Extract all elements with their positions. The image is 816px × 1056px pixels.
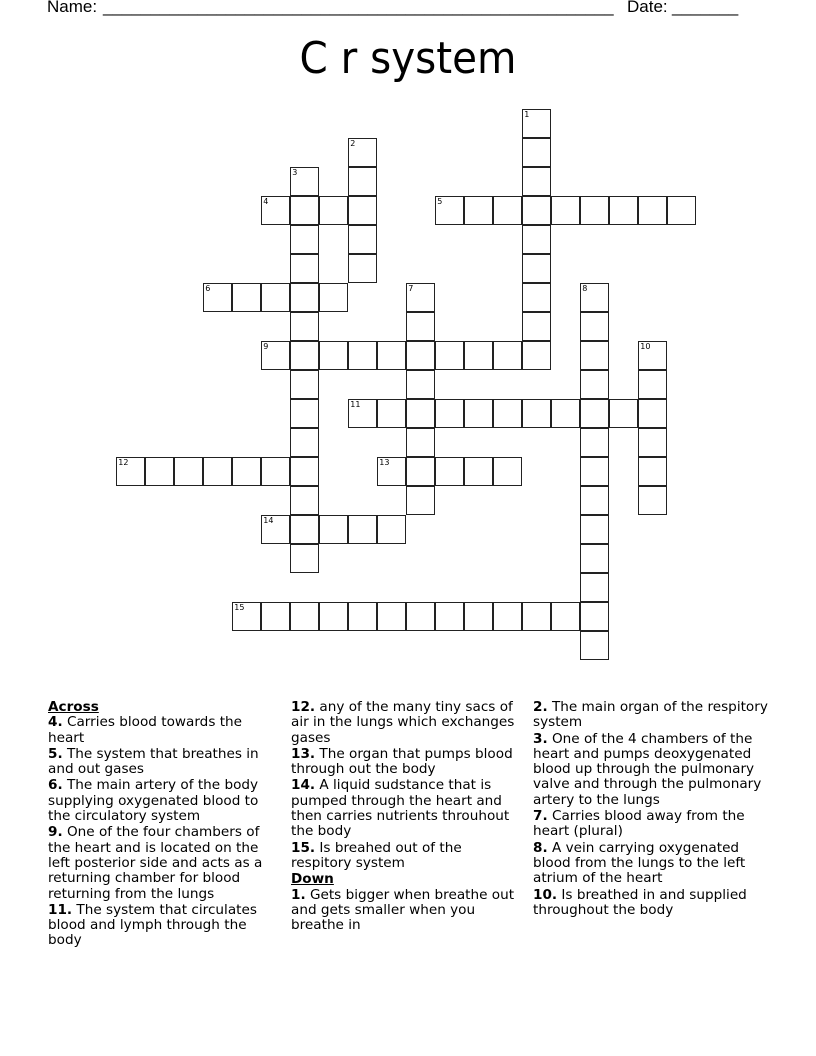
clue-down-1: 1. Gets bigger when breathe out and gets smaller when you breathe in (291, 886, 515, 934)
grid-cell[interactable] (290, 341, 319, 370)
grid-cell[interactable] (551, 399, 580, 428)
grid-cell[interactable] (377, 602, 406, 631)
puzzle-title: C r system (299, 33, 517, 84)
clue-across-12: 12. any of the many tiny sacs of air in the lungs which exchanges gases (291, 699, 515, 746)
clue-number: 14 (263, 516, 274, 526)
grid-cell[interactable] (261, 457, 290, 486)
grid-cell[interactable] (580, 283, 609, 312)
clue-across-5: 5. The system that breathes in and out gases (48, 745, 259, 778)
name-label: Name: (47, 0, 98, 16)
clue-number: 2 (350, 139, 356, 149)
clue-across-11: 11. The system that circulates blood and lymph through the body (48, 901, 257, 949)
grid-cell[interactable] (522, 167, 551, 196)
grid-cell[interactable] (580, 602, 609, 631)
clue-number: 4 (263, 197, 269, 207)
grid-cell[interactable] (580, 341, 609, 370)
clue-across-14: 14. A liquid sudstance that is pumped through the heart and then carries nutrients throuhout the body (291, 777, 510, 840)
clue-number: 6 (205, 284, 211, 294)
grid-cell[interactable] (116, 457, 145, 486)
clue-number: 11 (350, 400, 361, 410)
grid-cell[interactable] (435, 602, 464, 631)
clue-number: 1 (524, 110, 530, 120)
clue-down-3: 3. One of the 4 chambers of the heart and pumps deoxygenated blood up through the pulmonary valve and through the pulmonary artery to the lungs (533, 730, 762, 808)
grid-cell[interactable] (319, 602, 348, 631)
grid-cell[interactable] (522, 196, 551, 225)
grid-cell[interactable] (377, 399, 406, 428)
grid-cell[interactable] (406, 312, 435, 341)
grid-cell[interactable] (435, 399, 464, 428)
grid-cell[interactable] (406, 341, 435, 370)
grid-cell[interactable] (493, 341, 522, 370)
name-field[interactable]: ______________________________________________________ (103, 0, 614, 16)
grid-cell[interactable] (580, 428, 609, 457)
clues-column-1 (48, 700, 273, 950)
clue-number: 10 (640, 342, 651, 352)
grid-cell[interactable] (638, 428, 667, 457)
grid-cell[interactable] (522, 109, 551, 138)
grid-cell[interactable] (580, 544, 609, 573)
grid-cell[interactable] (464, 457, 493, 486)
grid-cell[interactable] (580, 573, 609, 602)
grid-cell[interactable] (290, 428, 319, 457)
grid-cell[interactable] (638, 196, 667, 225)
grid-cell[interactable] (406, 399, 435, 428)
grid-cell[interactable] (493, 602, 522, 631)
grid-cell[interactable] (203, 457, 232, 486)
grid-cell[interactable] (609, 399, 638, 428)
clue-number: 15 (234, 603, 245, 613)
grid-cell[interactable] (493, 196, 522, 225)
clue-number: 12 (118, 458, 129, 468)
grid-cell[interactable] (290, 196, 319, 225)
grid-cell[interactable] (203, 283, 232, 312)
clue-number: 5 (437, 197, 443, 207)
grid-cell[interactable] (319, 283, 348, 312)
grid-cell[interactable] (377, 341, 406, 370)
clue-number: 3 (292, 168, 298, 178)
grid-cell[interactable] (522, 254, 551, 283)
grid-cell[interactable] (290, 283, 319, 312)
grid-cell[interactable] (377, 457, 406, 486)
clues-column-3 (533, 700, 773, 919)
clue-number: 9 (263, 342, 269, 352)
grid-cell[interactable] (290, 370, 319, 399)
clues-column-2 (291, 700, 526, 934)
grid-cell[interactable] (290, 602, 319, 631)
grid-cell[interactable] (319, 341, 348, 370)
clue-down-8: 8. A vein carrying oxygenated blood from the lungs to the left atrium of the heart (533, 839, 746, 887)
grid-cell[interactable] (348, 138, 377, 167)
grid-cell[interactable] (435, 196, 464, 225)
grid-cell[interactable] (348, 225, 377, 254)
grid-cell[interactable] (580, 486, 609, 515)
grid-cell[interactable] (348, 399, 377, 428)
grid-cell[interactable] (638, 341, 667, 370)
grid-cell[interactable] (290, 457, 319, 486)
grid-cell[interactable] (580, 312, 609, 341)
grid-cell[interactable] (522, 138, 551, 167)
grid-cell[interactable] (348, 254, 377, 283)
grid-cell[interactable] (406, 428, 435, 457)
grid-cell[interactable] (348, 196, 377, 225)
grid-cell[interactable] (435, 457, 464, 486)
grid-cell[interactable] (261, 283, 290, 312)
grid-cell[interactable] (261, 196, 290, 225)
grid-cell[interactable] (522, 283, 551, 312)
clue-number: 8 (582, 284, 588, 294)
clue-down-10: 10. Is breathed in and supplied throughout the body (533, 886, 747, 918)
grid-cell[interactable] (464, 602, 493, 631)
clue-down-7: 7. Carries blood away from the heart (plural) (533, 808, 745, 840)
grid-cell[interactable] (551, 196, 580, 225)
grid-cell[interactable] (464, 399, 493, 428)
grid-cell[interactable] (406, 370, 435, 399)
grid-cell[interactable] (290, 515, 319, 544)
grid-cell[interactable] (406, 283, 435, 312)
grid-cell[interactable] (232, 283, 261, 312)
grid-cell[interactable] (348, 167, 377, 196)
grid-cell[interactable] (261, 515, 290, 544)
grid-cell[interactable] (580, 399, 609, 428)
grid-cell[interactable] (319, 515, 348, 544)
grid-cell[interactable] (580, 457, 609, 486)
grid-cell[interactable] (406, 602, 435, 631)
across-heading: Across (48, 699, 99, 715)
clue-across-6: 6. The main artery of the body supplying oxygenated blood to the circulatory system (48, 777, 259, 825)
grid-cell[interactable] (348, 515, 377, 544)
grid-cell[interactable] (435, 341, 464, 370)
grid-cell[interactable] (638, 457, 667, 486)
grid-cell[interactable] (551, 602, 580, 631)
grid-cell[interactable] (464, 341, 493, 370)
grid-cell[interactable] (290, 225, 319, 254)
grid-cell[interactable] (522, 341, 551, 370)
grid-cell[interactable] (290, 399, 319, 428)
clue-across-13: 13. The organ that pumps blood through out the body (291, 745, 513, 778)
grid-cell[interactable] (406, 486, 435, 515)
grid-cell[interactable] (261, 341, 290, 370)
grid-cell[interactable] (232, 457, 261, 486)
grid-cell[interactable] (522, 225, 551, 254)
grid-cell[interactable] (667, 196, 696, 225)
grid-cell[interactable] (348, 602, 377, 631)
grid-cell[interactable] (406, 457, 435, 486)
grid-cell[interactable] (493, 399, 522, 428)
clue-number: 7 (408, 284, 414, 294)
grid-cell[interactable] (522, 312, 551, 341)
grid-cell[interactable] (174, 457, 203, 486)
clue-across-4: 4. Carries blood towards the heart (48, 714, 243, 746)
grid-cell[interactable] (290, 486, 319, 515)
grid-cell[interactable] (290, 544, 319, 573)
clue-number: 13 (379, 458, 390, 468)
grid-cell[interactable] (290, 254, 319, 283)
grid-cell[interactable] (522, 399, 551, 428)
grid-cell[interactable] (232, 602, 261, 631)
down-heading: Down (291, 871, 334, 888)
grid-cell[interactable] (261, 602, 290, 631)
grid-cell[interactable] (580, 515, 609, 544)
grid-cell[interactable] (319, 196, 348, 225)
grid-cell[interactable] (348, 341, 377, 370)
grid-cell[interactable] (377, 515, 406, 544)
grid-cell[interactable] (609, 196, 638, 225)
clue-across-15: 15. Is breahed out of the respitory system (291, 839, 462, 871)
grid-cell[interactable] (638, 399, 667, 428)
date-field[interactable]: _______ (672, 0, 739, 16)
grid-cell[interactable] (522, 602, 551, 631)
grid-cell[interactable] (464, 196, 493, 225)
grid-cell[interactable] (638, 370, 667, 399)
clue-down-2: 2. The main organ of the respitory system (533, 699, 768, 731)
grid-cell[interactable] (580, 370, 609, 399)
grid-cell[interactable] (493, 457, 522, 486)
grid-cell[interactable] (290, 167, 319, 196)
grid-cell[interactable] (638, 486, 667, 515)
grid-cell[interactable] (290, 312, 319, 341)
date-label: Date: (627, 0, 668, 16)
clue-across-9: 9. One of the four chambers of the heart and is located on the left posterior side and acts as a returning chamber for blood returning from the lungs (48, 824, 263, 902)
grid-cell[interactable] (145, 457, 174, 486)
grid-cell[interactable] (580, 631, 609, 660)
grid-cell[interactable] (580, 196, 609, 225)
